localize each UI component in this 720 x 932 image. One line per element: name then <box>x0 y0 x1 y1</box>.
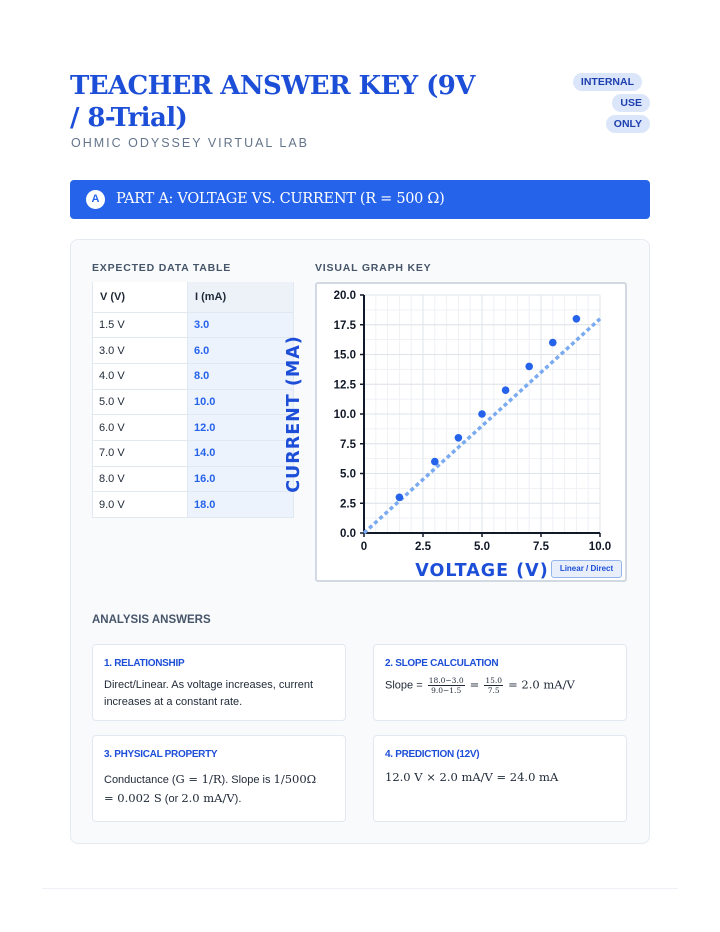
y-tick-label: 7.5 <box>340 438 356 451</box>
slope-result: = 2.0 mA/V <box>508 677 575 692</box>
y-tick-label: 10.0 <box>333 409 356 421</box>
data-point <box>431 458 439 466</box>
current-cell: 12.0 <box>188 415 294 441</box>
linear-direct-tag: Linear / Direct <box>551 560 622 578</box>
slope-prefix: Slope = <box>385 679 423 692</box>
card-body <box>385 676 616 695</box>
page-title: TEACHER ANSWER KEY (9V / 8-Trial) <box>70 71 475 133</box>
math-one-over-r: 1/500Ω <box>273 772 317 786</box>
voltage-cell: 9.0 V <box>93 492 188 518</box>
analysis-label: ANALYSIS ANSWERS <box>92 614 211 626</box>
data-point <box>455 434 463 442</box>
fraction-numerator: 18.0−3.0 <box>428 676 464 685</box>
graph-key-label: VISUAL GRAPH KEY <box>315 262 432 274</box>
card-body: 12.0 V × 2.0 mA/V = 24.0 mA <box>385 770 559 784</box>
x-axis-title: VOLTAGE (V) <box>415 561 549 581</box>
current-cell: 14.0 <box>188 440 294 466</box>
data-point <box>573 315 581 323</box>
card-body: Direct/Linear. As voltage increases, current increases at a constant rate. <box>104 679 314 708</box>
analysis-card-prediction <box>373 735 627 822</box>
x-tick-label: 2.5 <box>415 541 431 553</box>
current-cell: 3.0 <box>188 312 294 338</box>
y-tick-label: 17.5 <box>333 319 356 332</box>
fraction-denominator: 7.5 <box>487 686 500 695</box>
analysis-card-slope <box>373 644 627 721</box>
data-point <box>525 363 533 371</box>
y-tick-label: 15.0 <box>333 349 356 362</box>
data-point <box>396 494 404 502</box>
current-cell: 6.0 <box>188 338 294 364</box>
x-tick-label: 10.0 <box>588 541 612 553</box>
badge-line-2: ONLY <box>606 115 650 133</box>
voltage-cell: 5.0 V <box>93 389 188 415</box>
text-part: (or <box>161 793 182 805</box>
math-ma-per-v: 2.0 mA/V <box>181 791 235 805</box>
y-axis-title: CURRENT (MA) <box>284 335 304 493</box>
voltage-cell: 4.0 V <box>93 363 188 389</box>
current-cell: 10.0 <box>188 389 294 415</box>
fraction-denominator: 9.0−1.5 <box>431 686 462 695</box>
current-cell: 16.0 <box>188 466 294 492</box>
text-part: Conductance ( <box>104 774 176 786</box>
analysis-card-relationship <box>92 644 346 721</box>
voltage-cell: 8.0 V <box>93 466 188 492</box>
card-title: 3. PHYSICAL PROPERTY <box>104 749 218 760</box>
data-point <box>478 410 486 418</box>
text-part: ). Slope is <box>221 774 274 786</box>
math-conductance: G = 1/R <box>175 772 222 786</box>
column-header-current: I (mA) <box>188 282 294 312</box>
fraction-numerator: 15.0 <box>485 676 503 685</box>
y-tick-label: 5.0 <box>340 468 356 481</box>
card-title: 4. PREDICTION (12V) <box>385 749 480 760</box>
page-subtitle: OHMIC ODYSSEY VIRTUAL LAB <box>71 136 310 150</box>
footer-divider <box>42 888 678 889</box>
voltage-cell: 6.0 V <box>93 415 188 441</box>
current-cell: 18.0 <box>188 492 294 518</box>
y-tick-label: 0.0 <box>340 528 356 540</box>
equals-sign: = <box>469 677 480 692</box>
x-tick-label: 0 <box>360 541 368 553</box>
card-body <box>104 770 335 808</box>
part-letter-badge: A <box>86 190 105 209</box>
text-part: ). <box>234 793 242 805</box>
slope-fraction-1 <box>428 676 465 695</box>
x-tick-label: 7.5 <box>533 541 549 553</box>
column-header-voltage: V (V) <box>93 282 188 312</box>
voltage-cell: 3.0 V <box>93 338 188 364</box>
badge-line-1: INTERNAL USE <box>573 73 650 112</box>
data-point <box>502 386 510 394</box>
analysis-card-physical-property <box>92 735 346 822</box>
card-title: 1. RELATIONSHIP <box>104 658 185 669</box>
x-tick-label: 5.0 <box>474 541 490 553</box>
y-tick-label: 12.5 <box>333 379 356 392</box>
slope-fraction-2 <box>484 676 503 695</box>
y-tick-label: 2.5 <box>340 498 356 511</box>
voltage-cell: 7.0 V <box>93 440 188 466</box>
math-siemens: = 0.002 S <box>104 791 162 805</box>
y-tick-label: 20.0 <box>333 290 356 302</box>
voltage-cell: 1.5 V <box>93 312 188 338</box>
data-table-label: EXPECTED DATA TABLE <box>92 262 232 274</box>
data-point <box>549 339 557 347</box>
current-cell: 8.0 <box>188 363 294 389</box>
part-title: PART A: VOLTAGE VS. CURRENT (R = 500 Ω) <box>116 191 445 207</box>
card-title: 2. SLOPE CALCULATION <box>385 658 499 669</box>
